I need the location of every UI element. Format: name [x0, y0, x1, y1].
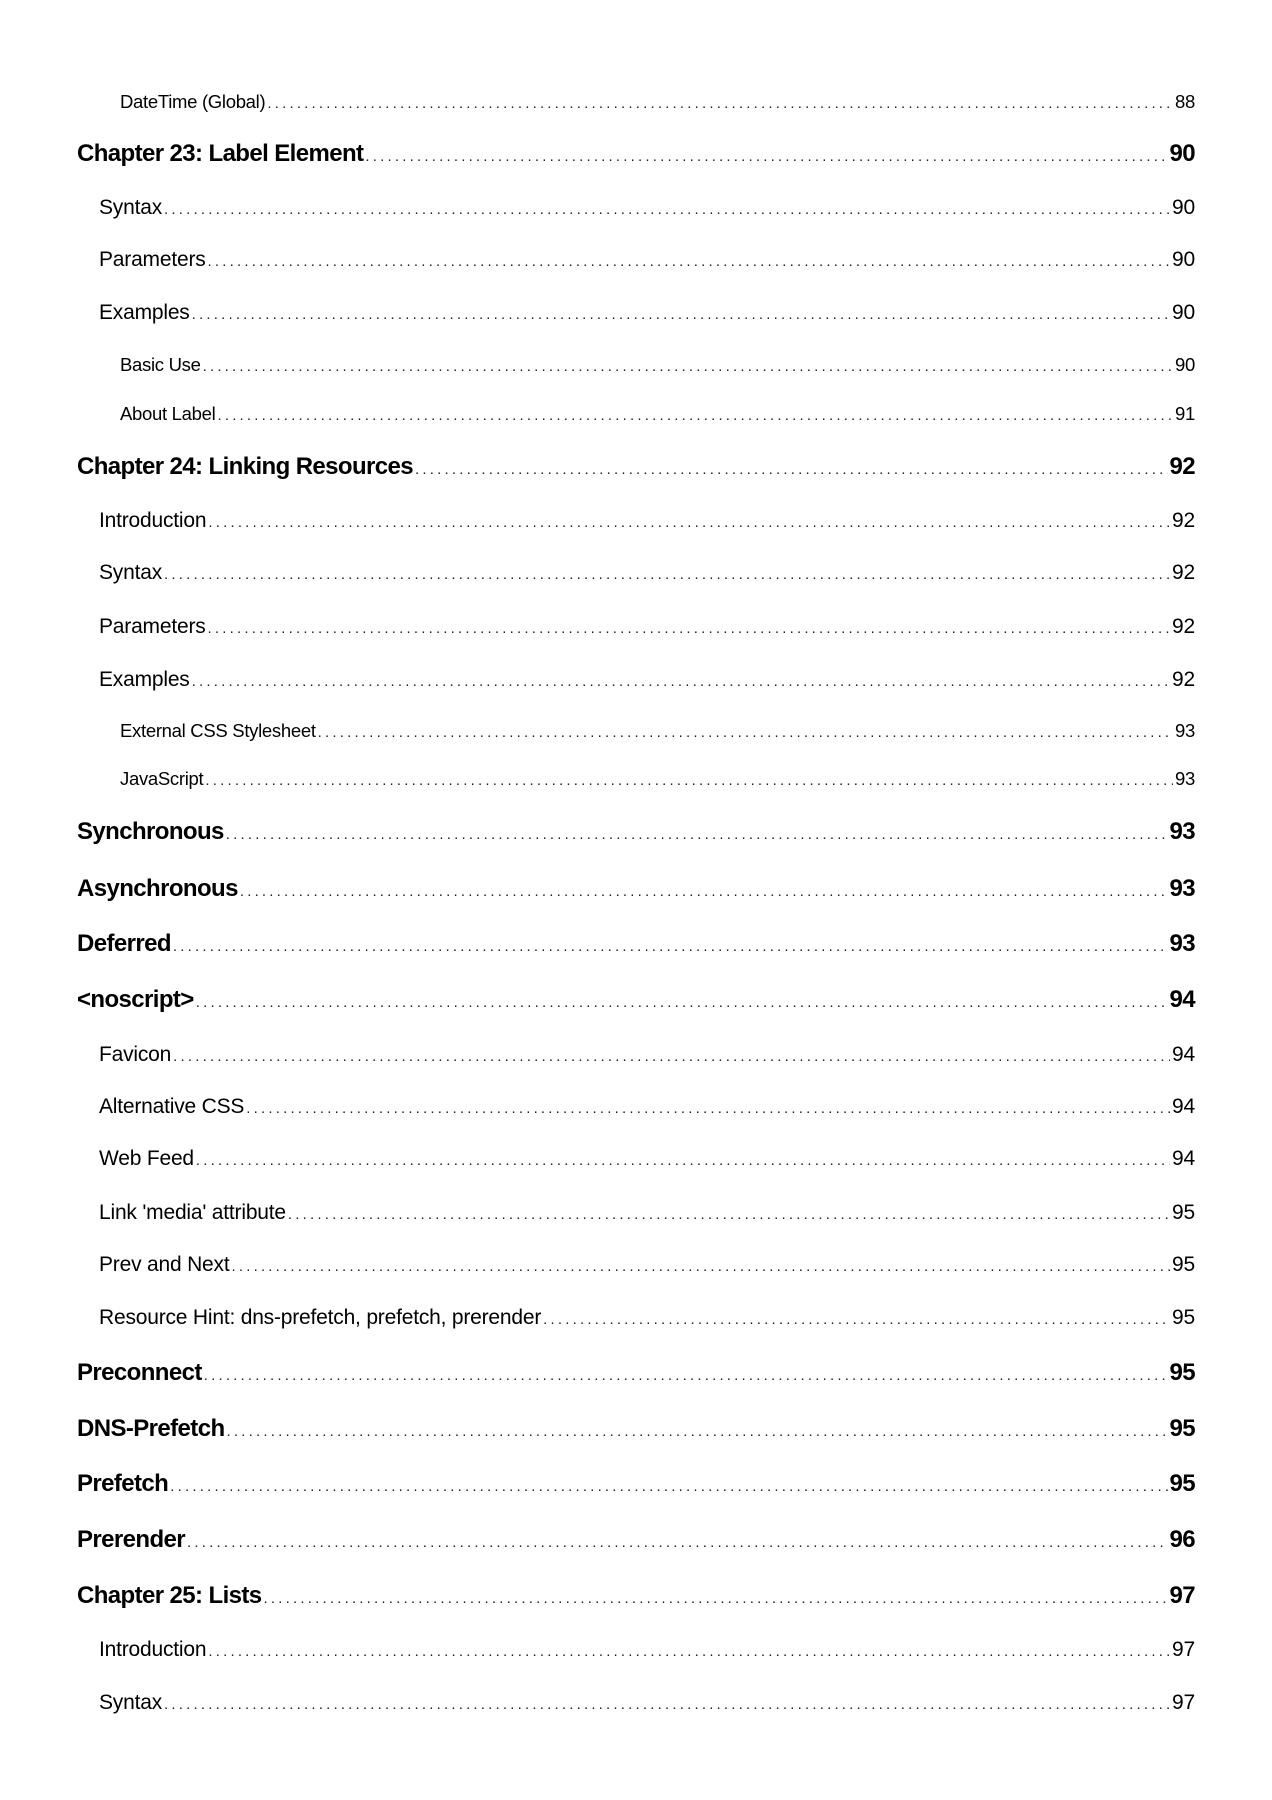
toc-entry[interactable]: [0, 1415, 1195, 1443]
toc-entry-title: Examples: [99, 301, 190, 324]
toc-entry-page: 95: [1169, 1470, 1195, 1497]
toc-entry-title: Introduction: [99, 1638, 207, 1661]
toc-entry-page: 96: [1169, 1526, 1195, 1553]
toc-entry-page: 93: [1175, 720, 1195, 741]
dot-leader: [170, 1478, 1167, 1495]
toc-entry[interactable]: [0, 91, 1195, 113]
toc-entry-page: 94: [1172, 1095, 1195, 1118]
dot-leader: [208, 1643, 1170, 1660]
toc-entry[interactable]: [0, 1638, 1195, 1662]
toc-entry-page: 94: [1172, 1147, 1195, 1170]
toc-entry[interactable]: [0, 561, 1195, 585]
toc-entry[interactable]: [0, 1201, 1195, 1225]
toc-entry-title: Synchronous: [77, 818, 224, 845]
toc-entry-page: 90: [1172, 301, 1195, 324]
toc-entry[interactable]: [0, 509, 1195, 533]
toc-entry[interactable]: [0, 1470, 1195, 1498]
toc-entry-page: 92: [1169, 453, 1195, 480]
dot-leader: [208, 253, 1170, 270]
dot-leader: [203, 358, 1173, 375]
toc-entry-title: Web Feed: [99, 1147, 194, 1170]
dot-leader: [288, 1206, 1170, 1223]
toc-entry-title: Parameters: [99, 248, 206, 271]
dot-leader: [264, 1590, 1168, 1607]
dot-leader: [196, 994, 1168, 1011]
toc-entry[interactable]: [0, 1306, 1195, 1330]
dot-leader: [226, 826, 1168, 843]
toc-entry-title: About Label: [120, 403, 216, 424]
dot-leader: [208, 514, 1170, 531]
toc-entry-title: DateTime (Global): [120, 91, 266, 112]
dot-leader: [192, 673, 1170, 690]
dot-leader: [231, 1258, 1170, 1275]
toc-entry-page: 88: [1175, 91, 1195, 112]
toc-entry-title: Asynchronous: [77, 875, 238, 902]
toc-entry-title: DNS-Prefetch: [77, 1415, 225, 1442]
toc-entry-title: Favicon: [99, 1043, 172, 1066]
toc-entry[interactable]: [0, 1691, 1195, 1715]
dot-leader: [208, 620, 1170, 637]
dot-leader: [173, 1048, 1170, 1065]
dot-leader: [205, 772, 1173, 789]
toc-entry-page: 94: [1169, 986, 1195, 1013]
toc-entry-title: Prefetch: [77, 1470, 169, 1497]
toc-entry-page: 97: [1172, 1691, 1195, 1714]
toc-entry-title: Syntax: [99, 196, 162, 219]
toc-entry[interactable]: [0, 768, 1195, 790]
toc-entry-title: Syntax: [99, 1691, 162, 1714]
dot-leader: [543, 1311, 1170, 1328]
dot-leader: [187, 1534, 1168, 1551]
toc-entry-title: Examples: [99, 668, 190, 691]
toc-entry-title: Prev and Next: [99, 1253, 230, 1276]
toc-entry-title: Prerender: [77, 1526, 185, 1553]
toc-entry-title: Chapter 23: Label Element: [77, 140, 364, 167]
toc-entry[interactable]: [0, 354, 1195, 376]
toc-entry[interactable]: [0, 930, 1195, 958]
toc-entry-page: 90: [1172, 248, 1195, 271]
toc-entry-page: 93: [1169, 875, 1195, 902]
toc-entry-title: Chapter 25: Lists: [77, 1582, 262, 1609]
toc-entry-title: <noscript>: [77, 986, 194, 1013]
toc-entry-page: 97: [1172, 1638, 1195, 1661]
dot-leader: [164, 201, 1170, 218]
toc-entry-title: Parameters: [99, 615, 206, 638]
toc-entry-page: 92: [1172, 668, 1195, 691]
toc-entry-title: Alternative CSS: [99, 1095, 245, 1118]
toc-entry-page: 93: [1169, 930, 1195, 957]
toc-entry[interactable]: [0, 248, 1195, 272]
toc-entry-title: Introduction: [99, 509, 207, 532]
dot-leader: [240, 883, 1168, 900]
toc-entry[interactable]: [0, 453, 1195, 481]
dot-leader: [318, 724, 1173, 741]
toc-entry[interactable]: [0, 1526, 1195, 1554]
toc-entry-page: 93: [1169, 818, 1195, 845]
toc-entry-page: 92: [1172, 509, 1195, 532]
toc-entry[interactable]: [0, 301, 1195, 325]
toc-entry[interactable]: [0, 720, 1195, 742]
toc-entry-title: External CSS Stylesheet: [120, 720, 316, 741]
toc-entry-page: 95: [1172, 1253, 1195, 1276]
toc-entry[interactable]: [0, 403, 1195, 425]
toc-entry[interactable]: [0, 1147, 1195, 1171]
dot-leader: [217, 407, 1173, 424]
toc-entry[interactable]: [0, 1095, 1195, 1119]
dot-leader: [204, 1367, 1168, 1384]
toc-entry-page: 91: [1175, 403, 1195, 424]
toc-entry[interactable]: [0, 1582, 1195, 1610]
dot-leader: [267, 95, 1173, 112]
toc-entry[interactable]: [0, 875, 1195, 903]
toc-entry[interactable]: [0, 668, 1195, 692]
toc-entry[interactable]: [0, 615, 1195, 639]
toc-entry[interactable]: [0, 1043, 1195, 1067]
toc-entry-page: 92: [1172, 561, 1195, 584]
toc-entry-page: 95: [1169, 1359, 1195, 1386]
toc-entry[interactable]: [0, 196, 1195, 220]
toc-entry-page: 97: [1169, 1582, 1195, 1609]
dot-leader: [196, 1152, 1170, 1169]
toc-entry-page: 93: [1175, 768, 1195, 789]
toc-entry[interactable]: [0, 1359, 1195, 1387]
toc-entry[interactable]: [0, 140, 1195, 168]
dot-leader: [164, 566, 1170, 583]
toc-entry-page: 95: [1169, 1415, 1195, 1442]
toc-entry-page: 90: [1169, 140, 1195, 167]
toc-entry-title: Resource Hint: dns-prefetch, prefetch, prerender: [99, 1306, 542, 1329]
toc-entry-page: 90: [1172, 196, 1195, 219]
toc-entry-title: Basic Use: [120, 354, 201, 375]
toc-entry-title: Chapter 24: Linking Resources: [77, 453, 414, 480]
dot-leader: [164, 1696, 1170, 1713]
toc-entry[interactable]: [0, 818, 1195, 846]
dot-leader: [192, 306, 1170, 323]
toc-entry-page: 90: [1175, 354, 1195, 375]
toc-entry-title: Syntax: [99, 561, 162, 584]
toc-entry-title: Deferred: [77, 930, 171, 957]
toc-entry[interactable]: [0, 1253, 1195, 1277]
toc-entry-page: 95: [1172, 1306, 1195, 1329]
dot-leader: [415, 461, 1167, 478]
toc-entry[interactable]: [0, 986, 1195, 1014]
dot-leader: [173, 938, 1168, 955]
toc-entry-page: 92: [1172, 615, 1195, 638]
dot-leader: [365, 148, 1167, 165]
toc-entry-title: Preconnect: [77, 1359, 202, 1386]
toc-entry-page: 94: [1172, 1043, 1195, 1066]
dot-leader: [227, 1423, 1168, 1440]
toc-entry-title: Link 'media' attribute: [99, 1201, 286, 1224]
toc-entry-title: JavaScript: [120, 768, 204, 789]
toc-entry-page: 95: [1172, 1201, 1195, 1224]
dot-leader: [246, 1100, 1170, 1117]
